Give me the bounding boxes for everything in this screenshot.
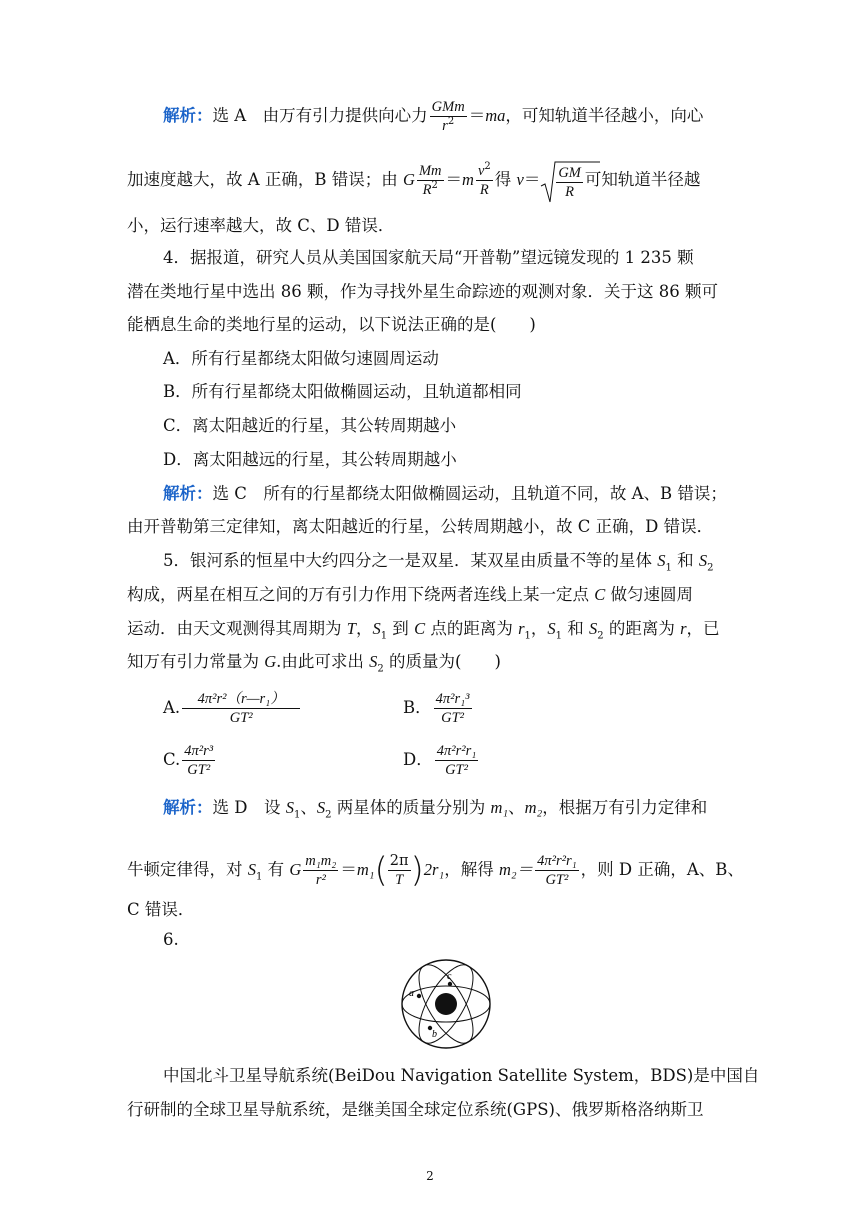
label-c: c: [447, 971, 452, 982]
q4-stem-line-1: 4．据报道，研究人员从美国国家航天局“开普勒”望远镜发现的 1 235 颗: [163, 248, 694, 267]
q5-option-d: D． $\frac{\text{4π²r²r₁}}{\text{GT²}}$: [403, 743, 477, 778]
q4-option-c: C．离太阳越近的行星，其公转周期越小: [163, 416, 457, 435]
q5-stem-line-4: 知万有引力常量为 G.由此可求出 $S_2$ 的质量为( ): [127, 652, 501, 675]
page-number: 2: [426, 1169, 434, 1183]
q5-option-c: C. $\frac{\text{4π²r³}}{\text{GT²}}$: [163, 743, 214, 778]
orbit-diagram-icon: [399, 957, 493, 1051]
sqrt-gm-r: $\frac{GM}{R}$: [540, 160, 585, 201]
q4-stem-line-2: 潜在类地行星中选出 86 颗，作为寻找外星生命踪迹的观测对象．关于这 86 颗可: [127, 282, 718, 301]
fraction-mm-r2: $\frac{Mm}{R^2}$: [418, 163, 442, 198]
q5-stem-line-1: 5．银河系的恒星中大约四分之一是双星．某双星由质量不等的星体 $S_1$ 和 $S_2$: [163, 551, 714, 574]
q4-option-a: A．所有行星都绕太阳做匀速圆周运动: [163, 349, 439, 368]
q5-answer-line-3: C 错误．: [127, 900, 195, 919]
label-b: b: [432, 1029, 437, 1040]
left-paren: (: [374, 850, 388, 891]
q6-stem-line-2: 行研制的全球卫星导航系统，是继美国全球定位系统(GPS)、俄罗斯格洛纳斯卫: [127, 1100, 704, 1119]
q5-stem-line-2: 构成，两星在相互之间的万有引力作用下绕两者连线上某一定点 C 做匀速圆周: [127, 585, 694, 604]
label-a: a: [409, 988, 414, 999]
q6-stem-line-1: 中国北斗卫星导航系统(BeiDou Navigation Satellite System，BDS)是中国自: [163, 1066, 760, 1085]
q3-answer-line-1: 解析：选 A 由万有引力提供向心力 $\frac{\text{GMm}}{r^2}$ ＝ma，可知轨道半径越小，向心: [163, 99, 704, 134]
q4-answer-line-2: 由开普勒第三定律知，离太阳越近的行星，公转周期越小，故 C 正确，D 错误．: [127, 517, 714, 536]
q4-option-d: D．离太阳越远的行星，其公转周期越小: [163, 450, 457, 469]
fraction-gmm-r2: $\frac{\text{GMm}}{r^2}$: [431, 99, 465, 134]
q3-answer-line-2: 加速度越大，故 A 正确，B 错误；由 G $\frac{Mm}{R^2}$ ＝m $\frac{v^2}{R}$ 得 v＝ $\frac{GM}{R}$ 可知轨道半径越: [127, 161, 701, 200]
q4-stem-line-3: 能栖息生命的类地行星的运动，以下说法正确的是( ): [127, 315, 536, 334]
q4-answer-line-1: 解析：选 C 所有的行星都绕太阳做椭圆运动，且轨道不同，故 A、B 错误；: [163, 484, 727, 503]
q5-stem-line-3: 运动．由天文观测得其周期为 T，$S_1$ 到 C 点的距离为 $r_1$，$S_1$ 和 $S_2$ 的距离为 r，已: [127, 619, 720, 642]
q5-answer-line-1: 解析：选 D 设 $S_1$、$S_2$ 两星体的质量分别为 m₁、m₂，根据万有引力定律和: [163, 798, 708, 821]
fraction-v2-r: $\frac{v^2}{R}$: [477, 161, 491, 198]
q6-number: 6.: [163, 930, 179, 949]
q4-option-b: B．所有行星都绕太阳做椭圆运动，且轨道都相同: [163, 382, 522, 401]
jiexi-label: 解析：: [163, 106, 213, 125]
q5-option-a: A. $\frac{\text{4π²r²（r—r₁）}}{\text{GT²}}$: [163, 690, 302, 727]
q3-answer-line-3: 小，运行速率越大，故 C、D 错误．: [127, 216, 395, 235]
satellite-orbit-figure: [399, 957, 493, 1055]
right-paren: ): [410, 850, 424, 891]
q5-option-b: B． $\frac{\text{4π²r₁³}}{\text{GT²}}$: [403, 691, 470, 726]
q5-answer-line-2: 牛顿定律得，对 $S_1$ 有 G $\frac{\text{m₁m₂}}{\text{r²}}$ ＝m₁( $\frac{2\pi}{T}$ )2r₁，解得 m₂＝ $\frac{\text{4π²r²r₁}}{\text{GT²}}$ ，则 D 正确，A、B、: [127, 850, 744, 891]
